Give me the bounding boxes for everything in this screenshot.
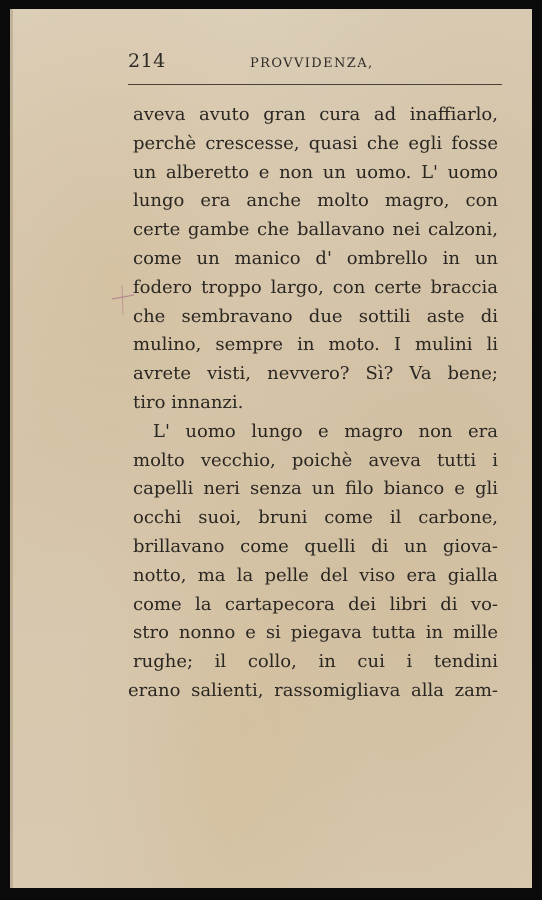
paragraph-1 <box>133 101 498 418</box>
text-line: lungo era anche molto magro, con <box>133 190 498 212</box>
text-line: fodero troppo largo, con certe braccia <box>133 276 498 298</box>
page-header <box>128 44 502 74</box>
text-line: perchè crescesse, quasi che egli fosse <box>133 132 498 154</box>
text-line: brillavano come quelli di un giova- <box>133 535 498 557</box>
text-line: molto vecchio, poichè aveva tutti i <box>133 449 498 471</box>
header-rule <box>128 84 502 85</box>
running-title: PROVVIDENZA, <box>250 56 374 71</box>
text-line: mulino, sempre in moto. I mulini li <box>133 334 498 356</box>
text-line: aveva avuto gran cura ad inaffiarlo, <box>133 104 498 125</box>
page-number: 214 <box>128 50 166 72</box>
book-page <box>10 9 532 888</box>
text-line: avrete visti, nevvero? Sì? Va bene; <box>133 363 498 385</box>
text-line: certe gambe che ballavano nei calzoni, <box>133 219 498 241</box>
text-line: occhi suoi, bruni come il carbone, <box>133 507 498 529</box>
text-line: che sembravano due sottili aste di <box>133 305 498 327</box>
paragraph-2 <box>128 418 498 706</box>
text-line: rughe; il collo, in cui i tendini <box>133 651 498 673</box>
text-line: stro nonno e si piegava tutta in mille <box>133 622 498 644</box>
text-line: come un manico d' ombrello in un <box>133 247 498 269</box>
text-line: come la cartapecora dei libri di vo- <box>133 593 498 615</box>
text-line: L' uomo lungo e magro non era <box>153 420 498 442</box>
text-line: notto, ma la pelle del viso era gialla <box>133 564 498 586</box>
text-line: un alberetto e non un uomo. L' uomo <box>133 161 498 183</box>
text-line: erano salienti, rassomigliava alla zam- <box>128 679 498 701</box>
text-line: capelli neri senza un filo bianco e gli <box>133 478 498 500</box>
page-edge <box>10 9 13 888</box>
body-text <box>128 101 498 706</box>
text-line: tiro innanzi. <box>133 391 244 413</box>
